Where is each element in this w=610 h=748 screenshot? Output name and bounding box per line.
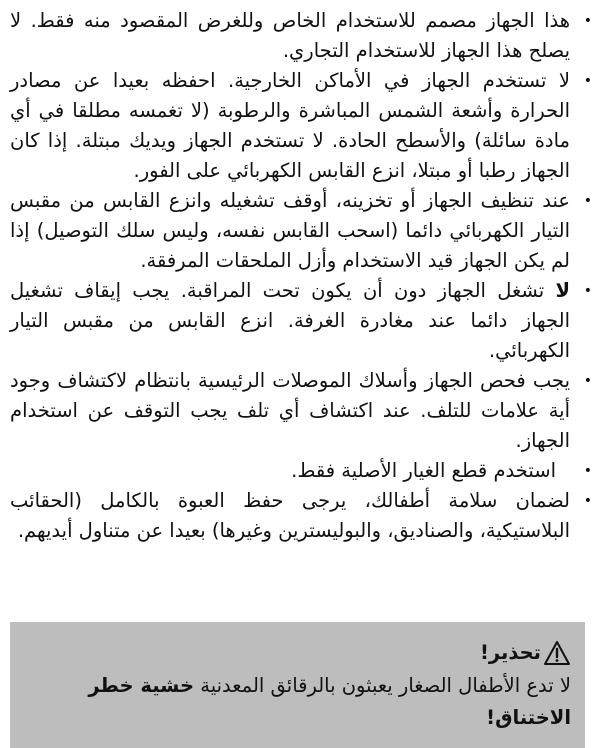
list-item-rest-text: تشغل الجهاز دون أن يكون تحت المراقبة. يجب إيقاف تشغيل الجهاز دائما عند مغادرة الغرفة. انزع القابس من مقبس التيار الكهربائي. [10, 279, 570, 362]
list-item [10, 276, 596, 366]
bullet-marker: • [583, 463, 592, 479]
bullet-marker: • [583, 193, 592, 209]
list-item [10, 6, 596, 66]
list-item [10, 456, 596, 486]
safety-instructions-list [10, 6, 596, 546]
list-item-text: هذا الجهاز مصمم للاستخدام الخاص وللغرض المقصود منه فقط. لا يصلح هذا الجهاز للاستخدام التجاري. [10, 9, 570, 62]
emphasis-word: لا [555, 279, 570, 302]
bullet-marker: • [583, 13, 592, 29]
bullet-marker: • [583, 73, 592, 89]
warning-title: تحذير! [480, 641, 541, 664]
warning-box [10, 622, 585, 748]
list-item-text: استخدم قطع الغيار الأصلية فقط. [291, 459, 556, 482]
warning-triangle-icon [543, 640, 571, 666]
warning-text [20, 670, 571, 734]
bullet-marker: • [583, 373, 592, 389]
bullet-marker: • [583, 283, 592, 299]
list-item-text [10, 276, 570, 366]
warning-text-bold: خشية خطر الاختناق! [88, 674, 571, 729]
list-item [10, 66, 596, 186]
list-item-text: عند تنظيف الجهاز أو تخزينه، أوقف تشغيله وانزع القابس من مقبس التيار الكهربائي دائما (اسحب القابس نفسه، وليس سلك التوصيل) إذا لم يكن الجهاز قيد الاستخدام وأزل الملحقات المرفقة. [10, 189, 570, 272]
warning-text-start: لا تدع الأطفال الصغار يعبثون بالرقائق المعدنية [194, 674, 571, 697]
list-item-text: لا تستخدم الجهاز في الأماكن الخارجية. احفظه بعيدا عن مصادر الحرارة وأشعة الشمس المباشرة والرطوبة (لا تغمسه مطلقا في أي مادة سائلة) والأسطح الحادة. لا تستخدم الجهاز ويديك مبتلة. إذا كان الجهاز رطبا أو مبتلا، انزع القابس الكهربائي على الفور. [10, 69, 570, 182]
list-item [10, 186, 596, 276]
list-item-text: يجب فحص الجهاز وأسلاك الموصلات الرئيسية بانتظام لاكتشاف وجود أية علامات للتلف. عند اكتشاف أي تلف يجب التوقف عن استخدام الجهاز. [10, 369, 570, 452]
list-item-text: لضمان سلامة أطفالك، يرجى حفظ العبوة بالكامل (الحقائب البلاستيكية، والصناديق، والبوليسترين وغيرها) بعيدا عن متناول أيديهم. [10, 489, 570, 542]
warning-header [20, 636, 571, 670]
bullet-marker: • [583, 493, 592, 509]
list-item [10, 486, 596, 546]
list-item [10, 366, 596, 456]
